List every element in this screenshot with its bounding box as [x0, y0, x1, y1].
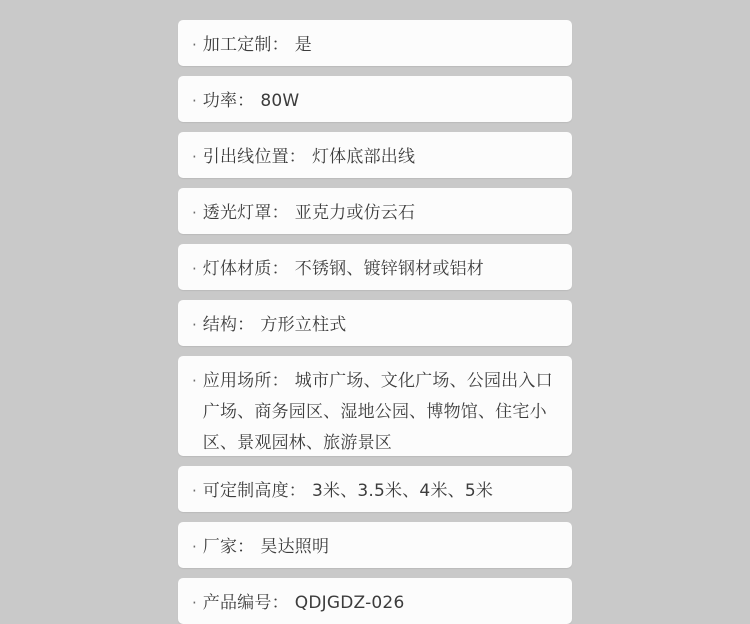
spec-label: 厂家：	[202, 537, 255, 558]
spec-label: 透光灯罩：	[202, 202, 289, 223]
spec-label: 产品编号：	[202, 593, 289, 614]
spec-label: 应用场所：	[202, 370, 289, 391]
spec-text	[203, 476, 493, 506]
bullet-icon: ·	[192, 203, 197, 222]
spec-text	[203, 310, 347, 340]
bullet-icon: ·	[192, 91, 197, 110]
spec-text	[203, 30, 312, 60]
bullet-icon: ·	[192, 259, 197, 278]
spec-value: 灯体底部出线	[311, 146, 416, 167]
spec-value: 方形立柱式	[260, 314, 347, 335]
spec-value: QDJGDZ-026	[294, 593, 405, 614]
bullet-icon: ·	[192, 482, 197, 501]
spec-text	[203, 254, 484, 284]
spec-row	[178, 244, 572, 290]
spec-row	[178, 466, 572, 512]
spec-value: 昊达照明	[260, 537, 330, 558]
spec-label: 功率：	[202, 90, 255, 111]
spec-text	[203, 366, 560, 459]
spec-label: 加工定制：	[202, 35, 289, 55]
spec-value: 不锈钢、镀锌钢材或铝材	[294, 258, 484, 279]
spec-label: 可定制高度：	[202, 481, 306, 502]
spec-row	[178, 20, 572, 66]
spec-value: 是	[294, 35, 312, 55]
spec-label: 结构：	[202, 314, 255, 335]
bullet-icon: ·	[192, 147, 197, 166]
spec-text	[203, 142, 415, 172]
spec-label: 引出线位置：	[202, 146, 306, 167]
bullet-icon: ·	[192, 36, 197, 54]
spec-value: 城市广场、文化广场、公园出入口广场、商务园区、湿地公园、博物馆、住宅小区、景观园林、旅游景区	[202, 370, 553, 453]
spec-row	[178, 578, 572, 624]
spec-row	[178, 188, 572, 234]
spec-text	[203, 532, 329, 562]
spec-value: 3米、3.5米、4米、5米	[311, 481, 494, 502]
spec-row	[178, 356, 572, 456]
spec-label: 灯体材质：	[202, 258, 289, 279]
spec-text	[203, 588, 405, 618]
spec-value: 亚克力或仿云石	[294, 202, 416, 223]
spec-text	[203, 86, 300, 116]
spec-text	[203, 198, 415, 228]
spec-row	[178, 132, 572, 178]
spec-value: 80W	[260, 90, 300, 111]
bullet-icon: ·	[192, 315, 197, 334]
bullet-icon: ·	[192, 594, 197, 613]
spec-row	[178, 76, 572, 122]
bullet-icon: ·	[192, 371, 197, 390]
spec-row	[178, 522, 572, 568]
bullet-icon: ·	[192, 538, 197, 557]
spec-row	[178, 300, 572, 346]
